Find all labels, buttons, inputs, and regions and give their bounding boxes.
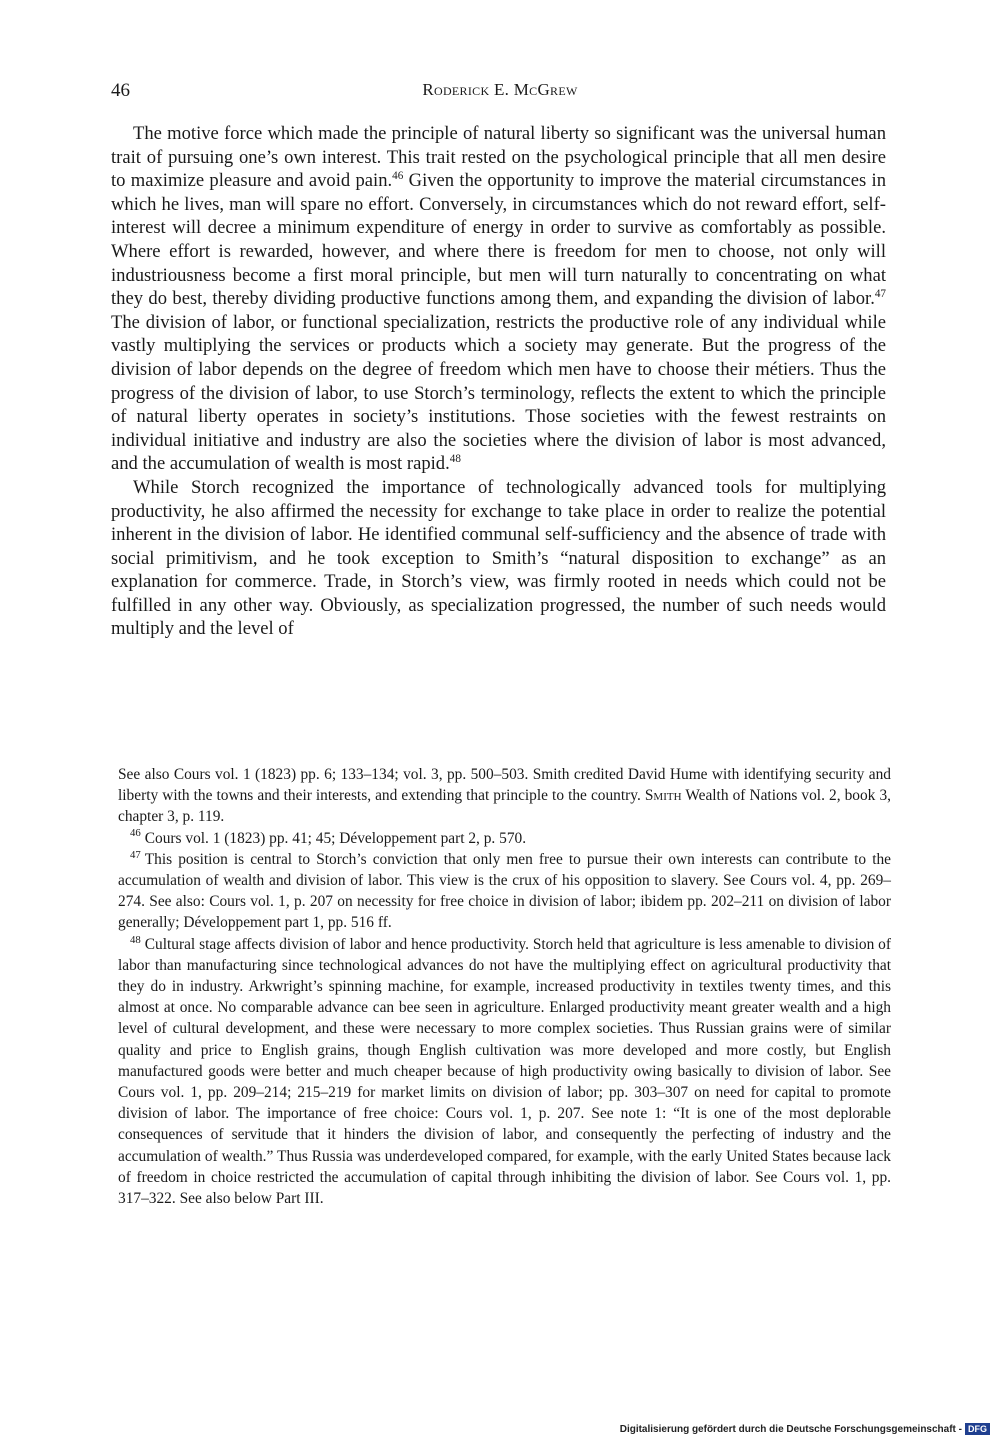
banner-text: Digitalisierung gefördert durch die Deutsche Forschungsgemeinschaft -: [619, 1423, 962, 1435]
footnotes: [118, 764, 891, 1209]
dfg-logo-icon: DFG: [965, 1423, 990, 1435]
footnote-47: $^{47}$ This position is central to Storch’s conviction that only men free to pursue their own interests can contribute to the accumulation of wealth and division of labor. This view is the crux of his opposition to slavery. See Cours vol. 4, pp. 269–274. See also: Cours vol. 1, p. 207 on necessity for free choice in division of labor; ibidem pp. 202–211 on division of labor generally; Développement part 1, pp. 516 ff.: [118, 848, 891, 932]
footnote-ref[interactable]: 47: [874, 287, 886, 300]
body-paragraph: The motive force which made the principle of natural liberty so significant was the universal human trait of pursuing one’s own interest. This trait rested on the psychological principle that all men desire to maximize pleasure and avoid pain.$^{46}$ Given the opportunity to improve the material circumstances in which he lives, man will spare no effort. Conversely, in circumstances which do not reward effort, self-interest will decree a minimum expenditure of energy in order to survive as comfortably as possible. Where effort is rewarded, however, and where there is freedom for men to choose, not only will industriousness become a first moral principle, but men will turn naturally to concentrating on what they do best, thereby dividing productive functions among them, and expanding the division of labor.$^{47}$ The division of labor, or functional specialization, restricts the productive role of any individual while vastly multiplying the services or products which a society may generate. But the progress of the division of labor depends on the degree of freedom which men have to choose their métiers. Thus the progress of the division of labor, to use Storch’s terminology, reflects the extent to which the principle of natural liberty operates in society’s institutions. Those societies with the fewest restraints on individual initiative and industry are also the societies where the division of labor is most advanced, and the accumulation of wealth is most rapid.$^{48}$: [111, 123, 887, 475]
footnote-number: 48: [130, 933, 141, 946]
page-number: 46: [111, 80, 130, 101]
digitization-banner: [620, 1423, 990, 1435]
footnote-ref[interactable]: 48: [449, 453, 461, 466]
footnote-46: $^{46}$ Cours vol. 1 (1823) pp. 41; 45; Développement part 2, p. 570.: [130, 827, 527, 847]
footnote-number: 46: [130, 827, 141, 840]
footnote-continuation: See also Cours vol. 1 (1823) pp. 6; 133–134; vol. 3, pp. 500–503. Smith credited David Hume with identifying security and liberty with the towns and their interests, and extending that principle to the country. Smith Wealth of Nations vol. 2, book 3, chapter 3, p. 119.: [118, 766, 891, 826]
footnote-number: 47: [130, 848, 141, 861]
body-paragraph: While Storch recognized the importance of technologically advanced tools for multiplying productivity, he also affirmed the necessity for exchange to take place in order to realize the potential inherent in the division of labor. He identified communal self-sufficiency and the absence of trade with social primitivism, and he took exception to Smith’s “natural disposition to exchange” as an explanation for commerce. Trade, in Storch’s view, was firmly rooted in needs which could not be fulfilled in any other way. Obviously, as specialization progressed, the number of such needs would multiply and the level of: [111, 476, 886, 640]
footnote-48: $^{48}$ Cultural stage affects division of labor and hence productivity. Storch held that agriculture is less amenable to division of labor than manufacturing since technological advances do not have the multiplying effect on agricultural productivity that they do in industry. Arkwright’s spinning machine, for example, increased productivity in textiles twenty times, and this almost at once. No comparable advance can bee seen in agriculture. Enlarged productivity meant greater wealth and a high level of cultural development, and these were necessary to more complex societies. Thus Russian grains were of similar quality and price to English grains, though English cultivation was more developed and more costly, but English manufactured goods were better and much cheaper because of high productivity owing basically to division of labor. See Cours vol. 1, pp. 209–214; 215–219 for market limits on division of labor; pp. 303–307 on need for capital to promote division of labor. The importance of free choice: Cours vol. 1, p. 207. See note 1: “It is one of the most deplorable consequences of servitude that it hinders the division of labor, and consequently the perfecting of industry and the accumulation of wealth.” Thus Russia was underdeveloped compared, for example, with the early United States because lack of freedom in choice restricted the accumulation of capital through inhibiting the division of labor. See Cours vol. 1, pp. 317–322. See also below Part III.: [118, 933, 891, 1208]
body-text: [111, 122, 886, 641]
footnote-ref[interactable]: 46: [392, 170, 404, 182]
running-head: Roderick E. McGrew: [422, 80, 578, 99]
author-smallcaps: Smith: [644, 787, 682, 805]
